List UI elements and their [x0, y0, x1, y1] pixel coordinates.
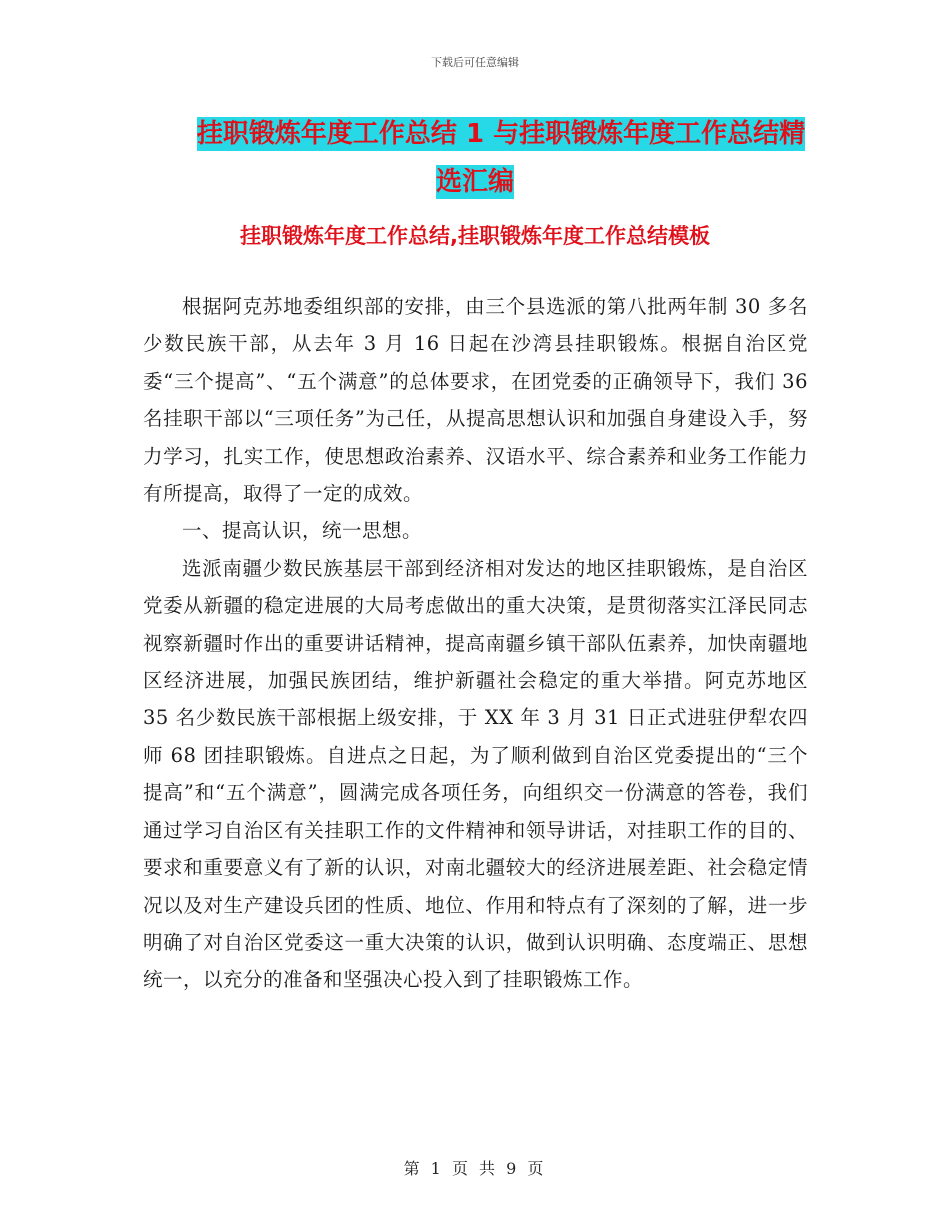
header-note: 下载后可任意编辑	[431, 56, 519, 69]
body-paragraph-section-1: 选派南疆少数民族基层干部到经济相对发达的地区挂职锻炼，是自治区党委从新疆的稳定进展的大局考虑做出的重大决策，是贯彻落实江泽民同志视察新疆时作出的重要讲话精神，提高南疆乡镇干部队伍素养，加快南疆地区经济进展，加强民族团结，维护新疆社会稳定的重大举措。阿克苏地区 35 名少数民族干部根据上级安排，于 XX 年 3 月 31 日正式进驻伊犁农四师 68 团挂职锻炼。自进点之日起，为了顺利做到自治区党委提出的“三个提高”和“五个满意”，圆满完成各项任务，向组织交一份满意的答卷，我们通过学习自治区有关挂职工作的文件精神和领导讲话，对挂职工作的目的、要求和重要意义有了新的认识，对南北疆较大的经济进展差距、社会稳定情况以及对生产建设兵团的性质、地位、作用和特点有了深刻的了解，进一步明确了对自治区党委这一重大决策的认识，做到认识明确、态度端正、思想统一，以充分的准备和坚强决心投入到了挂职锻炼工作。	[143, 556, 808, 992]
title-highlight-2: 选汇编	[435, 167, 514, 197]
document-body	[143, 288, 808, 999]
document-title-line-1	[0, 110, 950, 158]
document-title-line-2	[0, 158, 950, 206]
document-title	[0, 110, 950, 206]
section-heading: 一、提高认识，统一思想。	[182, 519, 423, 543]
document-subtitle: 挂职锻炼年度工作总结,挂职锻炼年度工作总结模板	[240, 224, 710, 248]
page-number: 第 1 页 共 9 页	[403, 1159, 547, 1178]
title-highlight-1: 挂职锻炼年度工作总结 1 与挂职锻炼年度工作总结精	[196, 119, 806, 149]
body-paragraph-intro: 根据阿克苏地委组织部的安排，由三个县选派的第八批两年制 30 多名少数民族干部，从去年 3 月 16 日起在沙湾县挂职锻炼。根据自治区党委“三个提高”、“五个满意”的总体要求，在团党委的正确领导下，我们 36 名挂职干部以“三项任务”为己任，从提高思想认识和加强自身建设入手，努力学习，扎实工作，使思想政治素养、汉语水平、综合素养和业务工作能力有所提高，取得了一定的成效。	[143, 295, 808, 506]
